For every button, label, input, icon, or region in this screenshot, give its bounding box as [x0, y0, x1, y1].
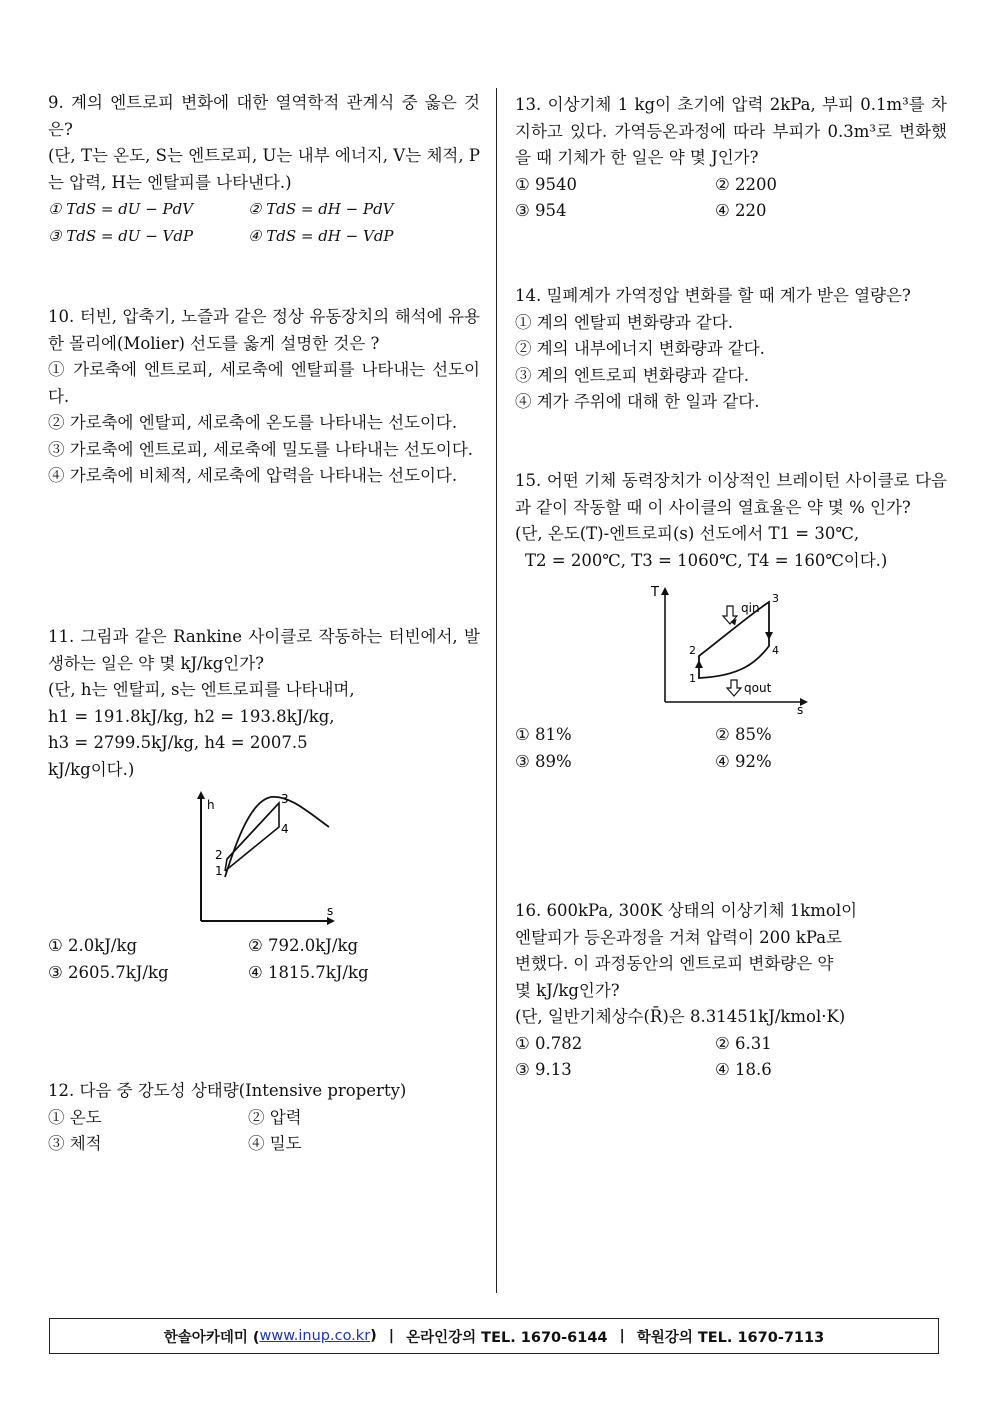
q12-option-3[interactable]: ③ 체적	[48, 1134, 102, 1153]
point-2: 2	[689, 644, 696, 657]
q16-option-3[interactable]: ③ 9.13	[515, 1060, 572, 1079]
point-1: 1	[689, 672, 696, 685]
q11-stem: 11. 그림과 같은 Rankine 사이클로 작동하는 터빈에서, 발생하는 일은 약 몇 kJ/kg인가?	[48, 627, 480, 673]
q13-stem: 13. 이상기체 1 kg이 초기에 압력 2kPa, 부피 0.1m³를 차지하고 있다. 가역등온과정에 따라 부피가 0.3m³로 변화했을 때 기체가 한 일은 약 몇 J인가?	[515, 95, 947, 167]
q9-options	[48, 196, 480, 249]
footer-offline-tel: 학원강의 TEL. 1670-7113	[636, 1329, 825, 1346]
question-9	[48, 90, 480, 249]
question-13	[515, 92, 947, 225]
q12-stem: 12. 다음 중 강도성 상태량(Intensive property)	[48, 1081, 407, 1100]
point-2: 2	[215, 848, 223, 862]
q11-options	[48, 933, 480, 986]
q10-option-2[interactable]: ② 가로축에 엔탈피, 세로축에 온도를 나타내는 선도이다.	[48, 413, 458, 432]
question-10	[48, 304, 480, 490]
question-16	[515, 898, 947, 1084]
q12-options	[48, 1105, 480, 1158]
footer-separator-1: |	[388, 1328, 395, 1344]
h-axis-arrow	[197, 791, 205, 799]
q10-stem: 10. 터빈, 압축기, 노즐과 같은 정상 유동장치의 해석에 유용한 몰리에(Molier) 선도를 옳게 설명한 것은 ?	[48, 307, 480, 353]
q15-option-4[interactable]: ④ 92%	[715, 751, 772, 771]
q16-line-3: 변했다. 이 과정동안의 엔트로피 변화량은 약	[515, 954, 834, 973]
q11-option-4[interactable]: ④ 1815.7kJ/kg	[248, 962, 369, 982]
q-in-label: qin	[741, 601, 760, 615]
q14-option-4[interactable]: ④ 계가 주위에 대해 한 일과 같다.	[515, 392, 760, 411]
q11-note-4: kJ/kg이다.)	[48, 759, 135, 779]
footer-separator-2: |	[619, 1328, 625, 1344]
q-out-label: qout	[744, 681, 772, 695]
footer-website-link[interactable]: www.inup.co.kr	[259, 1328, 371, 1344]
point-3: 3	[281, 792, 289, 806]
saturation-dome	[225, 797, 329, 877]
q14-option-1[interactable]: ① 계의 엔탈피 변화량과 같다.	[515, 312, 734, 332]
q16-option-1[interactable]: ① 0.782	[515, 1033, 583, 1053]
q9-note: (단, T는 온도, S는 엔트로피, U는 내부 에너지, V는 체적, P는 압력, H는 엔탈피를 나타낸다.)	[48, 146, 480, 192]
q9-option-1[interactable]: ① TdS = dU − PdV	[48, 200, 194, 218]
compression-arrow	[695, 660, 703, 668]
brayton-ts-diagram	[651, 584, 811, 714]
question-15	[515, 468, 947, 775]
q11-note-1: (단, h는 엔탈피, s는 엔트로피를 나타내며,	[48, 680, 355, 699]
q16-option-2[interactable]: ② 6.31	[715, 1033, 772, 1053]
q13-option-1[interactable]: ① 9540	[515, 174, 578, 194]
q9-stem: 9. 계의 엔트로피 변화에 대한 열역학적 관계식 중 옳은 것은?	[48, 93, 480, 139]
s-axis-label: s	[327, 904, 334, 918]
q16-line-4: 몇 kJ/kg인가?	[515, 980, 620, 1000]
q11-option-2[interactable]: ② 792.0kJ/kg	[248, 936, 359, 955]
q15-option-1[interactable]: ① 81%	[515, 725, 572, 744]
expansion-arrow	[765, 632, 773, 640]
q15-option-3[interactable]: ③ 89%	[515, 751, 572, 771]
q11-option-3[interactable]: ③ 2605.7kJ/kg	[48, 962, 169, 982]
point-3: 3	[772, 592, 779, 605]
t-axis-label: T	[651, 585, 659, 600]
q10-option-1[interactable]: ① 가로축에 엔트로피, 세로축에 엔탈피를 나타내는 선도이다.	[48, 360, 480, 406]
q10-option-4[interactable]: ④ 가로축에 비체적, 세로축에 압력을 나타내는 선도이다.	[48, 466, 458, 485]
t-axis-arrow	[661, 587, 669, 595]
q16-line-1: 16. 600kPa, 300K 상태의 이상기체 1kmol이	[515, 901, 858, 920]
s-axis-arrow	[327, 917, 335, 925]
q15-option-2[interactable]: ② 85%	[715, 725, 772, 744]
q14-option-2[interactable]: ② 계의 내부에너지 변화량과 같다.	[515, 339, 765, 358]
h-axis-label: h	[207, 798, 215, 812]
question-11	[48, 624, 480, 986]
q10-option-3[interactable]: ③ 가로축에 엔트로피, 세로축에 밀도를 나타내는 선도이다.	[48, 439, 474, 459]
footer-online-tel: 온라인강의 TEL. 1670-6144	[406, 1329, 608, 1346]
q11-note-3: h3 = 2799.5kJ/kg, h4 = 2007.5	[48, 733, 308, 752]
q-out-arrow-icon	[727, 680, 741, 696]
s-axis-label: s	[797, 703, 804, 714]
footer-academy: 한솔아카데미 (	[163, 1329, 260, 1346]
q16-options	[515, 1031, 947, 1084]
q16-line-2: 엔탈피가 등온과정을 거쳐 압력이 200 kPa로	[515, 927, 842, 947]
q14-option-3[interactable]: ③ 계의 엔트로피 변화량과 같다.	[515, 365, 749, 385]
q11-note-2: h1 = 191.8kJ/kg, h2 = 193.8kJ/kg,	[48, 706, 335, 726]
footer-bar	[49, 1318, 939, 1354]
point-4: 4	[772, 644, 779, 657]
rankine-hs-diagram	[189, 789, 339, 931]
q12-option-2[interactable]: ② 압력	[248, 1107, 302, 1127]
point-4: 4	[281, 822, 289, 836]
q13-options	[515, 172, 947, 225]
column-divider	[496, 88, 497, 1293]
q16-option-4[interactable]: ④ 18.6	[715, 1060, 772, 1079]
q16-line-5: (단, 일반기체상수(R̄)은 8.31451kJ/kmol·K)	[515, 1007, 846, 1026]
q12-option-4[interactable]: ④ 밀도	[248, 1134, 302, 1153]
q13-option-3[interactable]: ③ 954	[515, 201, 567, 220]
footer-close-paren: )	[370, 1328, 377, 1344]
question-14	[515, 283, 947, 416]
q9-option-2[interactable]: ② TdS = dH − PdV	[248, 200, 394, 218]
q15-stem: 15. 어떤 기체 동력장치가 이상적인 브레이턴 사이클로 다음과 같이 작동할 때 이 사이클의 열효율은 약 몇 % 인가?	[515, 471, 947, 517]
q15-note-2: T2 = 200℃, T3 = 1060℃, T4 = 160℃이다.)	[525, 550, 888, 570]
q15-options	[515, 722, 947, 775]
question-12	[48, 1078, 480, 1158]
q9-option-4[interactable]: ④ TdS = dH − VdP	[248, 226, 394, 245]
point-1: 1	[215, 864, 223, 878]
q12-option-1[interactable]: ① 온도	[48, 1107, 102, 1127]
q13-option-4[interactable]: ④ 220	[715, 201, 767, 220]
q11-option-1[interactable]: ① 2.0kJ/kg	[48, 936, 138, 955]
q15-note-1: (단, 온도(T)-엔트로피(s) 선도에서 T1 = 30℃,	[515, 524, 860, 543]
q13-option-2[interactable]: ② 2200	[715, 174, 778, 194]
q14-stem: 14. 밀폐계가 가역정압 변화를 할 때 계가 받은 열량은?	[515, 286, 911, 305]
q9-option-3[interactable]: ③ TdS = dU − VdP	[48, 226, 194, 245]
